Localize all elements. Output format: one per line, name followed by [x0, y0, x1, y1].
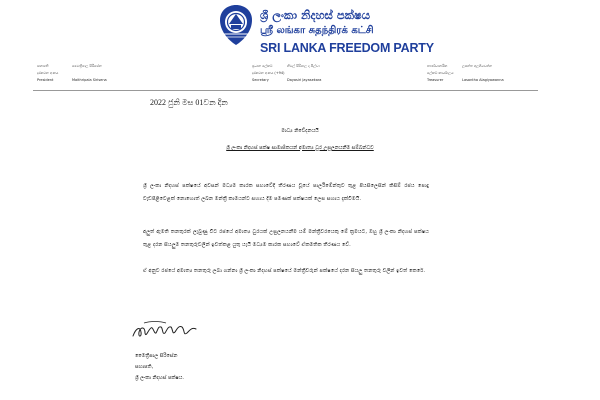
party-name-english: SRI LANKA FREEDOM PARTY	[260, 41, 434, 55]
handwritten-signature	[130, 318, 200, 344]
officer-name-english: Lasantha Alagiyawanna	[462, 78, 504, 82]
body-paragraph: ඒ අනුව රජයේ අමාත්‍ය තනතුරු ලබා ගන්නා ශ්‍රී ලංකා නිදහස් පක්ෂයේ මන්ත්‍රීවරුන් පක්ෂයේ දරන සියලු තනතුරු වලින් ඉවත් කෙරේ.	[143, 268, 426, 274]
officer-role-sinhala: ප්‍රධාන ලේකම්	[252, 64, 273, 68]
officer-role-english: Secretary	[252, 78, 269, 82]
officer-phone-label: දුරකථන අංකය	[37, 71, 59, 75]
subject-heading: මාධ්‍ය නිවේදනයයි	[281, 128, 319, 134]
officer-secretary	[252, 63, 284, 84]
officer-name-english: Dayasiri Jayasekara	[287, 78, 322, 82]
signatory-title: සභාපති,	[135, 364, 154, 370]
officer-president-name	[72, 63, 107, 84]
subject-line: ශ්‍රී ලංකා නිදහස් පක්ෂ සාමාජිකයන් අමාත්‍ය ධුර උසුලනයනීම සම්බන්ධව	[226, 145, 374, 151]
letterhead-divider	[33, 90, 538, 91]
letter-page	[37, 0, 504, 400]
party-name-sinhala: ශ්‍රී ලංකා නිදහස් පක්ෂය	[260, 8, 370, 22]
officer-role-english: President	[37, 78, 54, 82]
officer-role-sinhala: භාණ්ඩාගාරික	[427, 64, 448, 68]
officer-name-sinhala: මෛත්‍රීපාල සිරිසේන	[72, 64, 102, 68]
officer-treasurer	[427, 63, 454, 84]
officer-phone-label: දුරකථන අංකය (+94)	[252, 71, 285, 75]
officer-name-english: Maithripala Sirisena	[72, 78, 107, 82]
officer-role-english: Treasurer	[427, 78, 444, 82]
body-paragraph: ශ්‍රී ලංකා නිදහස් පක්ෂයේ අවසන් මධ්‍යම කාරක සභාවේදී තීරණය වූයේ පාර්ලිමේන්තුව තුළ පියසිලෙසින් කිසිම් රජය පොදු වැඩපිළිවෙළක් නොහොත් ලබන මන්ත්‍රී කාමයන්ට සහාය දීම පමණක් පක්ෂයක් ලෙස සහාය දැක්වීමයි.	[143, 183, 429, 202]
signatory-block	[135, 351, 184, 384]
signatory-name: මෛත්‍රීපාල සිරිසේන	[135, 353, 178, 359]
officer-president	[37, 63, 58, 84]
party-name-tamil: ஸ்ரீ லங்கா சுதந்திரக் கட்சி	[260, 25, 374, 36]
letter-date: 2022 ජුනි මස 01වන දින	[150, 98, 228, 107]
officer-name-sinhala: ලසන්ත අලගියවන්න	[462, 64, 493, 68]
officer-treasurer-name	[462, 63, 504, 84]
officer-phone-label: ලේකම් කාර්යාලය	[427, 71, 454, 75]
officer-role-sinhala: සභාපති	[37, 64, 49, 68]
officer-name-sinhala: නිමල් සිරිපාල ද සිල්වා	[287, 64, 320, 68]
party-emblem-icon	[217, 4, 255, 46]
officer-secretary-name	[287, 63, 321, 84]
body-paragraph: අලුත් ඇමති තනතුරක් ලැබුණු විට රජයේ අමාත්‍ය ධුරයක් උසුලනයනීම යම් මන්ත්‍රීවරයෙකු මේ ක්‍රමයට, ඔහු ශ්‍රී ලංකා නිදහස් පක්ෂය තුළ දරන සියලුම තනතුරුවලින් ඉවත්කළ යුතු යැයි මධ්‍යම කාරක සභාවේ ඒකමතික තීරණය වේ.	[143, 229, 429, 248]
signatory-organisation: ශ්‍රී ලංකා නිදහස් පක්ෂය.	[135, 375, 184, 381]
